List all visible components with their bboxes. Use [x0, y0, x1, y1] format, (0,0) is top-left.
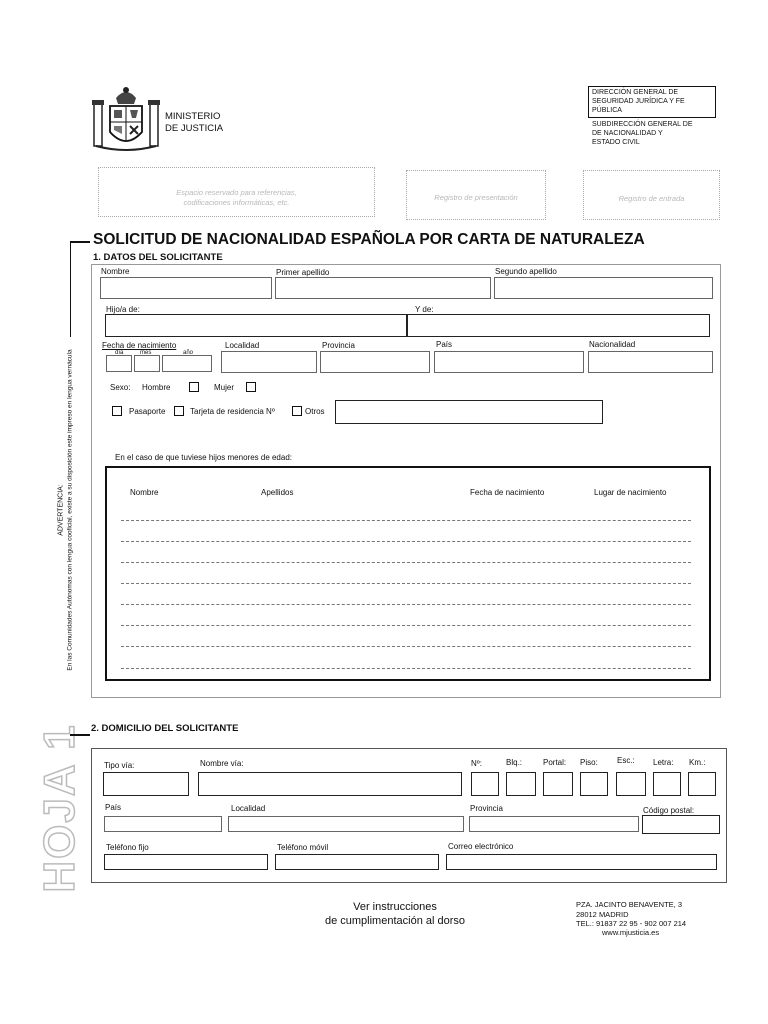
mes-field[interactable]: [134, 355, 160, 372]
tarjeta-label: Tarjeta de residencia Nº: [190, 407, 275, 416]
piso-field[interactable]: [580, 772, 608, 796]
section2-rule: [70, 734, 90, 736]
y-de-field[interactable]: [407, 314, 710, 337]
address-line: 28012 MADRID: [576, 910, 629, 919]
localidad-field[interactable]: [221, 351, 317, 373]
anio-label: año: [183, 350, 194, 356]
pais-label: País: [436, 340, 453, 349]
primer-apellido-label: Primer apellido: [276, 268, 330, 277]
segundo-apellido-field[interactable]: [494, 277, 713, 299]
primer-apellido-field[interactable]: [275, 277, 491, 299]
correo-label: Correo electrónico: [448, 842, 514, 851]
registro-presentacion-box: [406, 170, 546, 220]
pais2-label: País: [105, 803, 122, 812]
hijos-row-line[interactable]: [121, 646, 691, 647]
nacionalidad-field[interactable]: [588, 351, 713, 373]
bloque-field[interactable]: [506, 772, 536, 796]
otros-checkbox[interactable]: [292, 406, 302, 416]
localidad-label: Localidad: [225, 341, 260, 350]
direccion-box: [588, 86, 716, 118]
dia-field[interactable]: [106, 355, 132, 372]
reserved-text: codificaciones informáticas, etc.: [183, 198, 290, 207]
address-line: PZA. JACINTO BENAVENTE, 3: [576, 900, 682, 909]
ver-instrucciones-line1: Ver instrucciones: [353, 901, 437, 913]
registro-entrada-text: Registro de entrada: [618, 194, 685, 203]
mujer-checkbox[interactable]: [246, 382, 256, 392]
correo-field[interactable]: [446, 854, 717, 870]
hijos-row-line[interactable]: [121, 625, 691, 626]
subdireccion-line: ESTADO CIVIL: [592, 139, 640, 146]
pais-field[interactable]: [434, 351, 584, 373]
anio-field[interactable]: [162, 355, 212, 372]
provincia2-label: Provincia: [470, 804, 503, 813]
hoja-label: HOJA 1: [35, 723, 84, 893]
pasaporte-label: Pasaporte: [129, 407, 166, 416]
otros-label: Otros: [305, 407, 325, 416]
nombre-label: Nombre: [101, 267, 130, 276]
tipo-via-label: Tipo vía:: [104, 761, 135, 770]
hijo-de-label: Hijo/a de:: [106, 305, 140, 314]
side-rule: [70, 241, 71, 337]
pasaporte-checkbox[interactable]: [112, 406, 122, 416]
nombre-via-label: Nombre vía:: [200, 759, 244, 768]
hijos-intro: En el caso de que tuviese hijos menores de edad:: [115, 453, 293, 462]
hijos-row-line[interactable]: [121, 562, 691, 563]
section1-heading: 1. DATOS DEL SOLICITANTE: [93, 252, 223, 263]
escalera-label: Esc.:: [617, 756, 635, 765]
km-field[interactable]: [688, 772, 716, 796]
advertencia-text: En las Comunidades Autónomas con lengua cooficial, existe a su disposición este impreso en lengua vernácula: [66, 349, 74, 671]
hijos-table: [105, 466, 711, 681]
ministry-line2: DE JUSTICIA: [165, 123, 224, 134]
segundo-apellido-label: Segundo apellido: [495, 267, 557, 276]
numero-field[interactable]: [471, 772, 499, 796]
hijos-row-line[interactable]: [121, 604, 691, 605]
telefono-movil-field[interactable]: [275, 854, 439, 870]
direccion-line: PÚBLICA: [592, 107, 622, 114]
website-link[interactable]: www.mjusticia.es: [602, 928, 660, 937]
subdireccion-line: SUBDIRECCIÓN GENERAL DE: [592, 121, 693, 128]
ministry-line1: MINISTERIO: [165, 111, 221, 122]
portal-field[interactable]: [543, 772, 573, 796]
address-line: TEL.: 91837 22 95 - 902 007 214: [576, 919, 687, 928]
form-title: SOLICITUD DE NACIONALIDAD ESPAÑOLA POR CARTA DE NATURALEZA: [93, 231, 645, 248]
provincia-label: Provincia: [322, 341, 355, 350]
provincia-field[interactable]: [320, 351, 430, 373]
portal-label: Portal:: [543, 758, 567, 767]
reserved-references-box: [98, 167, 375, 217]
hijos-row-line[interactable]: [121, 583, 691, 584]
letra-field[interactable]: [653, 772, 681, 796]
hombre-checkbox[interactable]: [189, 382, 199, 392]
ver-instrucciones-line2: de cumplimentación al dorso: [324, 915, 466, 927]
numero-label: Nº:: [471, 759, 482, 768]
localidad2-field[interactable]: [228, 816, 464, 832]
hijos-row-line[interactable]: [121, 541, 691, 542]
advertencia-label: ADVERTENCIA:: [57, 484, 65, 536]
escalera-field[interactable]: [616, 772, 646, 796]
nacionalidad-label: Nacionalidad: [589, 340, 636, 349]
hijo-de-field[interactable]: [105, 314, 407, 337]
direccion-line: DIRECCIÓN GENERAL DE: [592, 89, 679, 96]
fecha-nacimiento-label: Fecha de nacimiento: [102, 341, 177, 350]
hijos-row-line[interactable]: [121, 668, 691, 669]
hijos-col-apellidos: Apellidos: [261, 488, 294, 497]
piso-label: Piso:: [580, 758, 598, 767]
mujer-label: Mujer: [214, 383, 235, 392]
direccion-line: SEGURIDAD JURÍDICA Y FE: [592, 98, 685, 105]
hijos-col-lugar: Lugar de nacimiento: [594, 488, 667, 497]
telefono-movil-label: Teléfono móvil: [277, 843, 329, 852]
registro-presentacion-text: Registro de presentación: [434, 193, 518, 202]
km-label: Km.:: [689, 758, 706, 767]
hombre-label: Hombre: [142, 383, 171, 392]
pais2-field[interactable]: [104, 816, 222, 832]
provincia2-field[interactable]: [469, 816, 639, 832]
sexo-label: Sexo:: [110, 383, 131, 392]
bloque-label: Blq.:: [506, 758, 523, 767]
hijos-col-fecha: Fecha de nacimiento: [470, 488, 545, 497]
documento-numero-field[interactable]: [335, 400, 603, 424]
dia-label: día: [115, 350, 124, 356]
telefono-fijo-label: Teléfono fijo: [106, 843, 149, 852]
y-de-label: Y de:: [415, 305, 434, 314]
hijos-col-nombre: Nombre: [130, 488, 159, 497]
localidad2-label: Localidad: [231, 804, 266, 813]
tipo-via-field[interactable]: [103, 772, 189, 796]
coat-of-arms-icon: [90, 84, 162, 158]
letra-label: Letra:: [653, 758, 674, 767]
title-rule: [70, 241, 90, 243]
codigo-postal-field[interactable]: [642, 815, 720, 834]
codigo-postal-label: Código postal:: [643, 806, 695, 815]
subdireccion-line: DE NACIONALIDAD Y: [592, 130, 663, 137]
reserved-text: Espacio reservado para referencias,: [176, 188, 297, 197]
nombre-via-field[interactable]: [198, 772, 462, 796]
tarjeta-checkbox[interactable]: [174, 406, 184, 416]
registro-entrada-box: [583, 170, 720, 220]
mes-label: mes: [140, 350, 152, 356]
nombre-field[interactable]: [100, 277, 272, 299]
hijos-row-line[interactable]: [121, 520, 691, 521]
section2-heading: 2. DOMICILIO DEL SOLICITANTE: [91, 723, 239, 734]
telefono-fijo-field[interactable]: [104, 854, 268, 870]
